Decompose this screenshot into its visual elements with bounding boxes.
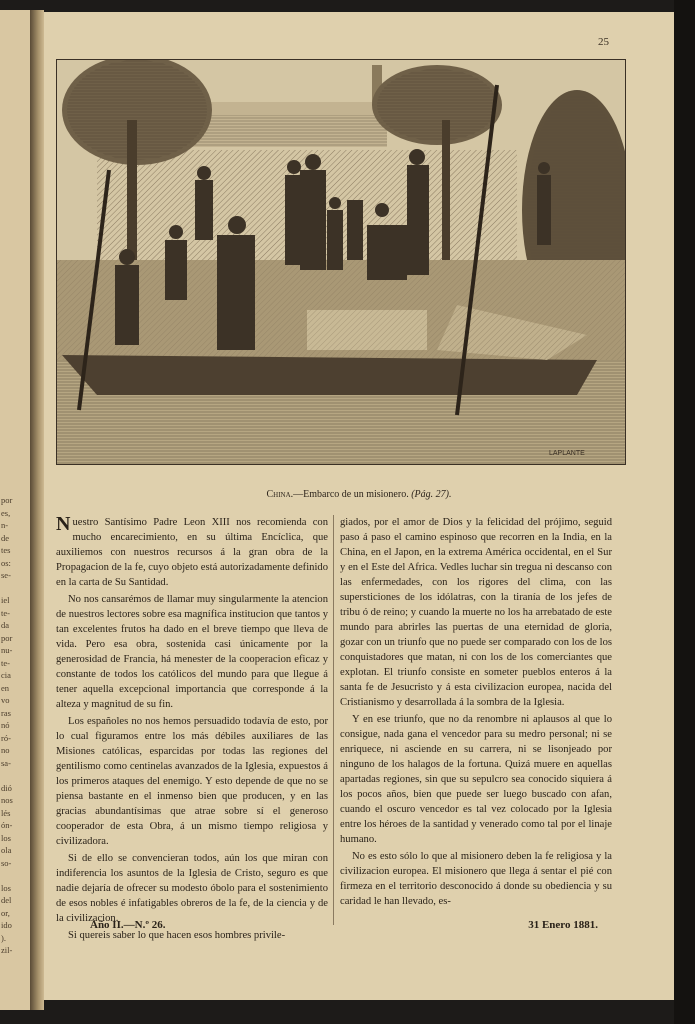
adjacent-page-fragment: lés xyxy=(1,807,11,818)
column-divider xyxy=(333,515,334,925)
paragraph: No nos cansarémos de llamar muy singularmente la atencion de nuestros lectores sobre esa magnífica institucion que tantos y tan excelentes frutos ha dado en el breve tiempo que lleva de vida. Pero esa obra, sostenida casi únicamente por la generosidad de Francia, há menester de la cooperacion eficaz y constante de todos los católicos del mundo para que llegue á tener aquella excepcional importancia que corresponde á la alteza y magnitud de su fin. xyxy=(56,594,328,710)
caption-page-reference: (Pág. 27). xyxy=(411,489,452,500)
adjacent-page-fragment: zil- xyxy=(1,945,13,955)
paragraph: No es esto sólo lo que al misionero deben la fe religiosa y la civilizacion europea. El misionero que llega á sentar el pié con firmeza en el territorio desconocido á donde su obediencia y su caridad le han llevado, es- xyxy=(340,851,612,907)
paragraph: Y en ese triunfo, que no da renombre ni aplausos al que lo consigue, nada gana el vencedor para su medro personal; ni se enriquece, ni asciende en su carrera, ni se lisonjeado por ninguno de los halagos de la fortuna. Quizá muere en aquellas apartadas regiones, sin que su sepulcro sea conocido siquiera á los pocos años, bien que puede ser luego buscado con afan, cuando el oscuro vencedor es tal vez colocado por la Iglesia entre los héroes de la santidad y venerado como tal por el linaje humano. xyxy=(340,714,612,845)
adjacent-page-fragment: nu- xyxy=(1,645,13,655)
drop-cap: N xyxy=(56,513,71,535)
adjacent-page-fragment: vo xyxy=(1,695,10,705)
adjacent-page-fragment: dió xyxy=(1,782,12,793)
right-text-column xyxy=(340,515,612,911)
adjacent-page-fragment: en xyxy=(1,682,10,693)
figure-caption xyxy=(44,489,674,500)
adjacent-page-fragment: n- xyxy=(1,520,9,530)
adjacent-page-fragment: se- xyxy=(1,570,11,580)
adjacent-page-fragment: los xyxy=(1,882,11,893)
magazine-page xyxy=(44,12,674,1000)
adjacent-page-fragment: nos xyxy=(1,795,13,805)
adjacent-page-fragment: da xyxy=(1,620,10,630)
paragraph: Los españoles no nos hemos persuadido todavía de esto, por lo cual figuramos entre los más débiles auxiliares de las Misiones católicas, esparcidas por todas las regiones del gentilismo como centinelas avanzados de la Iglesia, expuestos á los primeros ataques del enemigo. Y esto depende de que no se piensa bastante en el inmenso bien que producen, y en las gracias abundantísimas que atrae sobre sí el generoso cooperador de esta Obra, á un mismo tiempo religiosa y civilizadora. xyxy=(56,716,328,847)
issue-date: 31 Enero 1881. xyxy=(528,919,598,931)
adjacent-page-fragment: es, xyxy=(1,507,11,518)
adjacent-page-fragment: cia xyxy=(1,670,11,680)
adjacent-page-edge xyxy=(0,10,30,1010)
adjacent-page-fragment: ras xyxy=(1,707,11,718)
book-gutter xyxy=(30,10,44,1010)
paragraph: giados, por el amor de Dios y la felicidad del prójimo, seguid paso á paso el camino espinoso que recorren en la India, en la China, en el Japon, en la extrema América occidental, en el Sur y en el Este del Africa. Vedles luchar sin tregua ni descanso con las enfermedades, con los rigores del clima, con las supersticiones de los idólatras, con la tiranía de los jefes de tribu ó de reino; y cuando la muerte no los ha arrebatado de este mundo para abrirles las puertas de una eternidad de gloria, gozar con un triunfo que no puede ser comparado con los de los conquistadores que matan, ni con los de los comerciantes que explotan. El triunfo consiste en someter pueblos enteros á la santa fe de Jesucristo y á esta civilizacion europea, nacida del Cristianismo y desarrollada á la sombra de la Iglesia. xyxy=(340,517,612,708)
adjacent-page-fragment: so- xyxy=(1,857,12,868)
caption-text: —Embarco de un misionero. xyxy=(293,489,412,500)
adjacent-page-fragment: ido xyxy=(1,920,12,930)
adjacent-page-fragment: te- xyxy=(1,657,10,668)
adjacent-page-fragment: ola xyxy=(1,845,12,855)
paragraph xyxy=(56,515,328,590)
adjacent-page-fragment: ró- xyxy=(1,732,11,743)
paragraph-text: uestro Santísimo Padre Leon XIII nos recomienda con mucho encarecimiento, en su última Encíclica, que auxiliemos con nuestros recursos á la gran obra de la Propagacion de la fe, cuyo objeto está autorizadamente definido en la carta de Su Santidad. xyxy=(56,517,328,588)
adjacent-page-fragment: te- xyxy=(1,607,10,618)
adjacent-page-fragment: iel xyxy=(1,595,10,605)
paragraph: Si de ello se convencieran todos, aún los que miran con indiferencia los asuntos de la Iglesia de Cristo, seguro es que nadie dejaría de ofrecer su modesto óbolo para el sostenimiento de esos nobles é infatigables obreros de la fe, de la ciencia y de la civilizacion. xyxy=(56,853,328,924)
paragraph: Si quereis saber lo que hacen esos hombres privile- xyxy=(68,930,286,941)
adjacent-page-fragment: del xyxy=(1,895,12,905)
adjacent-page-fragment: de xyxy=(1,532,10,543)
engraver-signature: LAPLANTE xyxy=(549,450,585,457)
adjacent-page-fragment: nó xyxy=(1,720,10,730)
adjacent-page-fragment: ón- xyxy=(1,820,13,830)
adjacent-page-fragment: ). xyxy=(1,932,6,943)
caption-prefix: China. xyxy=(266,489,294,500)
adjacent-page-fragment: os: xyxy=(1,557,11,568)
engraving-illustration xyxy=(56,59,626,465)
adjacent-page-fragment: por xyxy=(1,495,13,505)
adjacent-page-fragment: sa- xyxy=(1,757,11,768)
adjacent-page-fragment: tes xyxy=(1,545,11,555)
adjacent-page-fragment: por xyxy=(1,632,13,643)
adjacent-page-fragment: los xyxy=(1,832,11,843)
engraving-drawing xyxy=(57,60,625,464)
left-text-column xyxy=(56,515,328,945)
page-number: 25 xyxy=(598,36,609,48)
issue-number: Año II.—N.º 26. xyxy=(90,919,166,931)
adjacent-page-fragment: or, xyxy=(1,907,10,918)
adjacent-page-fragment: no xyxy=(1,745,10,755)
background-edge xyxy=(674,0,695,1024)
